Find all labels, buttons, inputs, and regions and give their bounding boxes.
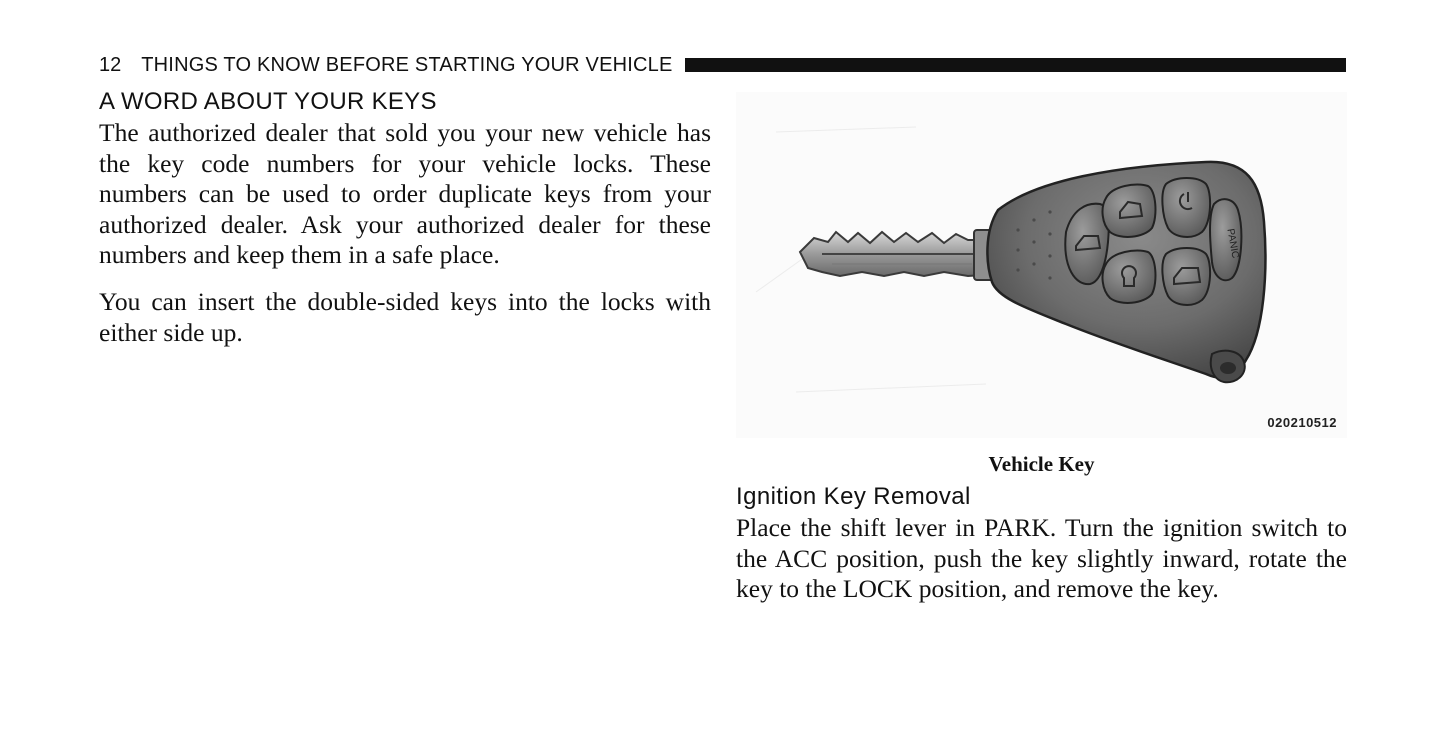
- keys-paragraph-2: You can insert the double-sided keys into the locks with either side up.: [99, 286, 711, 347]
- ignition-paragraph: Place the shift lever in PARK. Turn the ignition switch to the ACC position, push the key slightly inward, rotate the key to the LOCK position, and remove the key.: [736, 513, 1347, 604]
- panic-label: PANIC: [1224, 227, 1241, 260]
- header-rule: [685, 58, 1346, 72]
- left-column: [99, 88, 711, 348]
- right-column: [736, 92, 1347, 605]
- running-head: THINGS TO KNOW BEFORE STARTING YOUR VEHICLE: [141, 53, 673, 76]
- figure-image-id: 020210512: [1267, 415, 1337, 430]
- page-header: [99, 52, 1346, 78]
- page-number: 12: [99, 53, 122, 76]
- key-blade: [800, 230, 998, 280]
- section-heading-ignition: Ignition Key Removal: [736, 483, 971, 510]
- figure-caption: Vehicle Key: [988, 452, 1095, 476]
- section-heading-keys: A WORD ABOUT YOUR KEYS: [99, 88, 437, 115]
- keys-paragraph-1: The authorized dealer that sold you your new vehicle has the key code numbers for your vehicle locks. These numbers can be used to order duplicate keys from your authorized dealer. Ask your authorized dealer for these numbers and keep them in a safe place.: [99, 118, 711, 270]
- vehicle-key-figure: [736, 92, 1347, 438]
- vehicle-key-illustration: [736, 92, 1347, 438]
